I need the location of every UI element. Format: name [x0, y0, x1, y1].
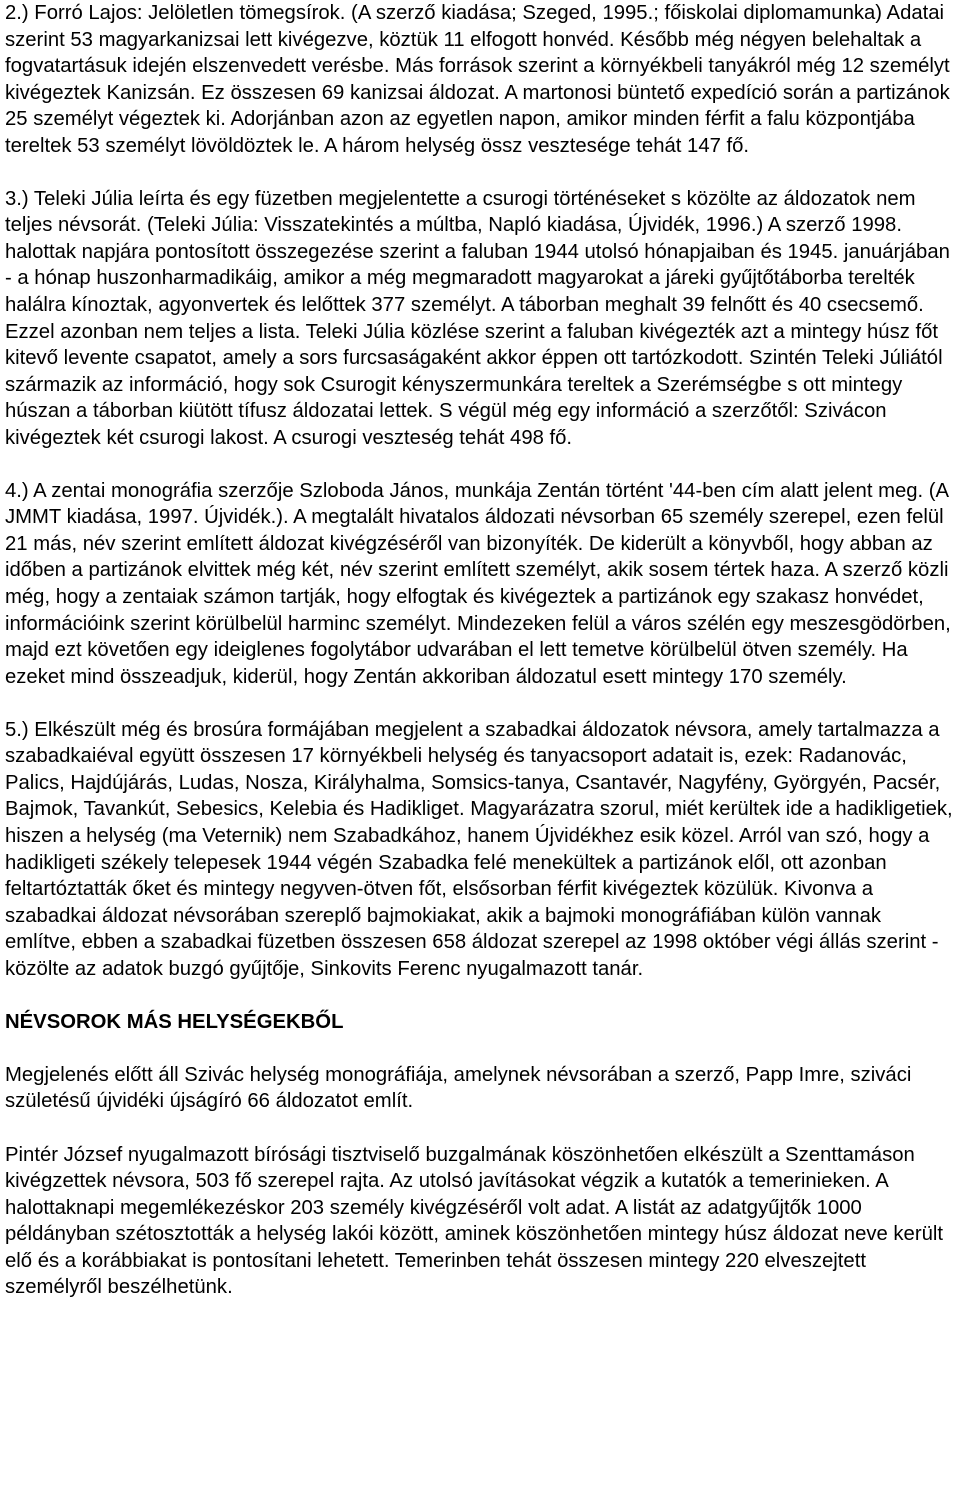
paragraph-szenttamas-temerin: Pintér József nyugalmazott bírósági tisztviselő buzgalmának köszönhetően elkészült a Szenttamáson kivégzettek névsora, 503 fő szerepel rajta. Az utolsó javításokat végzik a kutatók a temerinieken. A halottaknapi megemlékezéskor 203 személy kivégzéséről volt adat. A listát az adatgyűjtők 1000 példányban szétosztották a helység lakói között, aminek köszönhetően mintegy húsz áldozat neve került elő és a korábbiakat is pontosítani lehetett. Temerinben tehát összesen mintegy 220 elveszejtett személyről beszélhetünk.: [5, 1143, 943, 1299]
paragraph-gap: [5, 451, 955, 478]
paragraph-zenta-monograph: 4.) A zentai monográfia szerzője Szloboda János, munkája Zentán történt '44-ben cím alatt jelent meg. (A JMMT kiadása, 1997. Újvidék.). A megtalált hivatalos áldozati névsorban 65 személy szerepel, ezen felül 21 más, név szerint említett áldozat kivégzéséről van bizonyíték. De kiderült a könyvből, hogy abban az időben a partizánok elvittek még két, név szerint említett személyt, akik sosem tértek haza. A szerző közli még, hogy a zentaiak számon tartják, hogy elfogtak és kivégeztek a partizánok egy szakasz honvédet, információink szerint körülbelül harminc személyt. Mindezeken felül a város szélén egy meszesgödörben, majd ezt követően egy ideiglenes fogolytábor udvarában el lett temetve körülbelül ötven személy. Ha ezeket mind összeadjuk, kiderül, hogy Zentán akkoriban áldozatul esett mintegy 170 személy.: [5, 479, 951, 688]
paragraph-gap: [5, 1115, 955, 1142]
paragraph-gap: [5, 1035, 955, 1062]
paragraph-teleki-julia: 3.) Teleki Júlia leírta és egy füzetben megjelentette a csurogi történéseket s közölte az áldozatok nem teljes névsorát. (Teleki Júlia: Visszatekintés a múltba, Napló kiadása, Újvidék, 1996.) A szerző 1998. halottak napjára pontosított összegezése szerint a faluban 1944 utolsó hónapjaiban és 1945. januárjában - a hónap huszonharmadikáig, amikor a még megmaradott magyarokat a járeki gyűjtőtáborba terelték halálra kínoztak, agyonvertek és lelőttek 377 személyt. A táborban meghalt 39 felnőtt és 40 csecsemő. Ezzel azonban nem teljes a lista. Teleki Júlia közlése szerint a faluban kivégezték azt a mintegy húsz főt kitevő levente csapatot, amely a sors furcsaságaként akkor éppen ott tartózkodott. Szintén Teleki Júliától származik az információ, hogy sok Csurogit kényszermunkára tereltek a Szerémségbe s ott mintegy húszan a táborban kiütött tífusz áldozatai lettek. S végül még egy információ a szerzőtől: Szivácon kivégeztek két csurogi lakost. A csurogi veszteség tehát 498 fő.: [5, 187, 950, 449]
document-page: [5, 0, 955, 1301]
paragraph-gap: [5, 982, 955, 1009]
paragraph-forro-lajos: 2.) Forró Lajos: Jelöletlen tömegsírok. (A szerző kiadása; Szeged, 1995.; főiskolai diplomamunka) Adatai szerint 53 magyarkanizsai lett kivégezve, köztük 11 elfogott honvéd. Később még négyen belehaltak a fogvatartásuk idején elszenvedett verésbe. Más források szerint a környékbeli tanyákról még 12 személyt kivégeztek Kanizsán. Ez összesen 69 kanizsai áldozat. A martonosi büntető expedíció során a partizánok 25 személyt végeztek ki. Adorjánban azon az egyetlen napon, amikor minden férfit a falu központjába tereltek 53 személyt lövöldöztek le. A három helység össz vesztesége tehát 147 fő.: [5, 2, 950, 157]
paragraph-szivac: Megjelenés előtt áll Szivác helység monográfiája, amelynek névsorában a szerző, Papp Imre, sziváci születésű újvidéki újságíró 66 áldozatot említ.: [5, 1063, 912, 1113]
paragraph-szabadka-list: 5.) Elkészült még és brosúra formájában megjelent a szabadkai áldozatok névsora, amely tartalmazza a szabadkaiéval együtt összesen 17 környékbeli helység és tanyacsoport adatait is, ezek: Radanovác, Palics, Hajdújárás, Ludas, Nosza, Királyhalma, Somsics-tanya, Csantavér, Nagyfény, Györgyén, Pacsér, Bajmok, Tavankút, Sebesics, Kelebia és Hadikliget. Magyarázatra szorul, miét kerültek ide a hadikligetiek, hiszen a helység (ma Veternik) nem Szabadkához, hanem Újvidékhez esik közel. Arról van szó, hogy a hadikligeti székely telepesek 1944 végén Szabadka felé menekültek a partizánok elől, ott azonban feltartóztatták őket és mintegy negyven-ötven főt, elsősorban férfit kivégeztek közülük. Kivonva a szabadkai áldozat névsorában szereplő bajmokiakat, akik a bajmoki monográfiában külön vannak említve, ebben a szabadkai füzetben összesen 658 áldozat szerepel az 1998 október végi állás szerint - közölte az adatok buzgó gyűjtője, Sinkovits Ferenc nyugalmazott tanár.: [5, 718, 953, 980]
section-heading: NÉVSOROK MÁS HELYSÉGEKBŐL: [5, 1010, 344, 1033]
paragraph-gap: [5, 690, 955, 717]
paragraph-gap: [5, 159, 955, 186]
